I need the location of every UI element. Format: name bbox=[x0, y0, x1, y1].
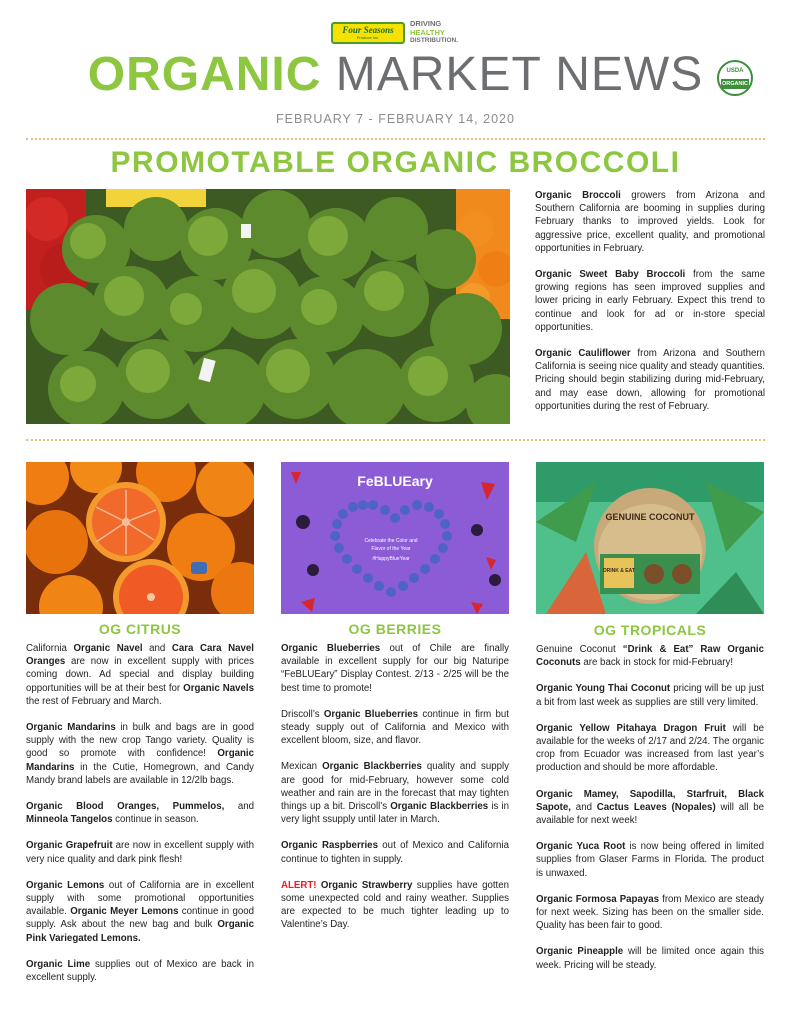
bold-text: Organic Navels bbox=[183, 682, 254, 694]
citrus-paragraph bbox=[26, 839, 254, 865]
text: out of Mexico and California continue to tighten in supply. bbox=[281, 840, 509, 865]
text: continue in good supply. Ask about the new bag and bulk bbox=[26, 906, 254, 931]
broccoli-intro-text bbox=[535, 189, 765, 426]
bold-text: Organic Yellow Pitahaya Dragon Fruit bbox=[536, 722, 726, 734]
citrus-photo bbox=[26, 462, 254, 614]
alert-label: ALERT! bbox=[281, 879, 317, 891]
text: pricing will be up just a bit from last week as supplies are still very limited. bbox=[536, 683, 764, 708]
berries-paragraph bbox=[281, 839, 509, 865]
citrus-paragraph bbox=[26, 642, 254, 708]
text: the rest of February and March. bbox=[26, 695, 162, 707]
citrus-title: OG CITRUS bbox=[98, 621, 182, 637]
tropicals-paragraph bbox=[536, 682, 764, 708]
bold-text: Organic Mandarins bbox=[26, 722, 116, 734]
citrus-paragraph bbox=[26, 800, 254, 826]
bold-text: Cactus Leaves (Nopales) bbox=[596, 801, 716, 813]
text: and bbox=[142, 643, 172, 654]
logo-tagline bbox=[410, 20, 458, 46]
bold-text: Organic Formosa Papayas bbox=[536, 893, 660, 905]
berries-paragraph bbox=[281, 879, 509, 932]
bold-text: Organic Mandarins bbox=[26, 748, 254, 773]
intro-paragraph bbox=[535, 268, 765, 334]
text: supplies out of Mexico are back in excellent supply. bbox=[26, 958, 254, 984]
intro-text: from Arizona and Southern California is seeing nice quality and steady quantities. Pricing should begin stabilizing during mid-February, and may ease down, allowing for promotional opportunities during the rest of February. bbox=[535, 348, 765, 412]
bold-text: Organic Blueberries bbox=[281, 643, 381, 654]
text: will be limited once again this week. Pricing will be steady. bbox=[536, 946, 764, 971]
text: and bbox=[571, 801, 597, 813]
masthead-market-news: MARKET NEWS bbox=[335, 48, 704, 101]
text: will all be available for next week! bbox=[536, 801, 764, 827]
bold-text: “Drink & Eat” Raw Organic Coconuts bbox=[536, 644, 764, 669]
bold-text: Organic Yuca Root bbox=[536, 841, 626, 853]
text: is in very light ssupply until later in March. bbox=[281, 801, 509, 826]
text: are now in excellent supply with prices coming down. Ad special and display building opportunities will be at their best for bbox=[26, 656, 254, 694]
text: are now in excellent supply with very nice quality and dark pink flesh! bbox=[26, 840, 254, 865]
text: from Mexico are steady for next week. Sizing has been on the smaller side. Quality has been fair to good. bbox=[536, 893, 764, 932]
tropicals-paragraph bbox=[536, 643, 764, 669]
coconut-label: DRINK & EAT bbox=[603, 568, 635, 574]
intro-bold: Organic Cauliflower bbox=[535, 348, 631, 360]
text: in the Cutie, Homegrown, and Candy Mandy brand labels are available in 12/2lb bags. bbox=[26, 761, 254, 786]
bold-text: Organic Blood Oranges, Pummelos, bbox=[26, 801, 225, 813]
berries-photo bbox=[281, 462, 509, 614]
bold-text: Organic Navel bbox=[73, 643, 143, 654]
text: out of California are in excellent supply with some promotional opportunities available. bbox=[26, 879, 254, 918]
text: will be available for the weeks of 2/17 and 2/24. The organic crop from Ecuador was increased from last year’s production and should be more affordable. bbox=[536, 722, 764, 774]
bold-text: Minneola Tangelos bbox=[26, 814, 113, 826]
bold-text: Cara Cara Navel Oranges bbox=[26, 643, 254, 668]
tropicals-paragraph bbox=[536, 945, 764, 971]
feature-headline: PROMOTABLE ORGANIC BROCCOLI bbox=[110, 146, 681, 179]
bold-text: Organic Young Thai Coconut bbox=[536, 683, 671, 695]
text: out of Chile are finally available in excellent supply for our big Naturipe “FeBLUEary” Display Contest. 2/13 - 2/25 will be the best time to promote! bbox=[281, 643, 509, 694]
intro-paragraph bbox=[535, 189, 765, 255]
text: supplies have gotten some unexpected cold and rainy weather. Supplies are expected to be much tighter leading up to Valentine’s Day. bbox=[281, 879, 509, 931]
bold-text: Organic Pink Variegated Lemons. bbox=[26, 919, 254, 944]
citrus-paragraph bbox=[26, 958, 254, 984]
bold-text: Organic Meyer Lemons bbox=[70, 906, 179, 918]
bold-text: Organic Raspberries bbox=[281, 840, 378, 852]
tropicals-paragraph bbox=[536, 788, 764, 828]
citrus-paragraph bbox=[26, 879, 254, 945]
text: Genuine Coconut bbox=[536, 644, 623, 655]
text: California bbox=[26, 643, 74, 654]
tropicals-paragraph bbox=[536, 722, 764, 775]
berries-column bbox=[281, 642, 509, 945]
berries-paragraph bbox=[281, 642, 509, 695]
tagline-driving: DRIVING bbox=[410, 19, 442, 28]
usda-organic-seal bbox=[717, 60, 753, 96]
company-logo bbox=[331, 20, 459, 48]
bold-text: Organic Blackberries bbox=[322, 761, 422, 773]
usda-seal-top-text: USDA bbox=[726, 68, 744, 74]
bold-text: Organic Blueberries bbox=[323, 708, 419, 720]
issue-date: FEBRUARY 7 - FEBRUARY 14, 2020 bbox=[276, 112, 515, 126]
text: continue in season. bbox=[112, 814, 199, 826]
text: Mexican bbox=[281, 761, 323, 773]
masthead-organic: ORGANIC bbox=[87, 48, 322, 101]
tagline-distribution: DISTRIBUTION. bbox=[410, 37, 459, 44]
coconut-brand: GENUINE COCONUT bbox=[605, 512, 695, 522]
citrus-column bbox=[26, 642, 254, 997]
tropicals-paragraph bbox=[536, 893, 764, 933]
four-seasons-badge bbox=[331, 22, 405, 44]
febluary-title: FeBLUEary bbox=[357, 473, 433, 489]
logo-subtext: Produce Inc. bbox=[356, 35, 380, 40]
intro-bold: Organic Sweet Baby Broccoli bbox=[535, 269, 686, 281]
bold-text: Organic Grapefruit bbox=[26, 840, 113, 852]
bold-text: Organic Lime bbox=[26, 958, 91, 970]
logo-text: Four Seasons bbox=[342, 25, 394, 35]
coconut-photo bbox=[536, 462, 764, 614]
broccoli-photo bbox=[26, 189, 510, 424]
text: are back in stock for mid-February! bbox=[580, 657, 734, 669]
masthead-title bbox=[0, 48, 791, 102]
bold-text: Organic Pineapple bbox=[536, 946, 624, 958]
text: and bbox=[224, 801, 254, 813]
bold-text: Organic Strawberry bbox=[316, 879, 413, 891]
berries-title: OG BERRIES bbox=[348, 621, 442, 637]
febluary-caption-1: Celebrate the Color and bbox=[364, 538, 418, 544]
text: is now being offered in limited supplies from Glaser Farms in Florida. The product is unwaxed. bbox=[536, 841, 765, 879]
intro-text: growers from Arizona and Southern California are booming in supplies during February thanks to improved yields. Look for aggressive price, excellent quality, and promotional opportunities in February. bbox=[535, 190, 766, 254]
text: quality and supply are good for mid-February, however some cold weather and rain are in the forecast that may tighten things up a bit. Driscoll’s bbox=[281, 761, 509, 813]
intro-paragraph bbox=[535, 347, 765, 413]
tagline-healthy: HEALTHY bbox=[410, 27, 445, 37]
berries-paragraph bbox=[281, 760, 509, 826]
febluary-caption-2: Flavor of the Year bbox=[371, 546, 411, 552]
dotted-divider-middle bbox=[26, 439, 765, 441]
bold-text: Organic Mamey, Sapodilla, Starfruit, Black Sapote, bbox=[536, 788, 764, 813]
tropicals-column bbox=[536, 643, 764, 985]
tropicals-title: OG TROPICALS bbox=[593, 622, 707, 638]
usda-seal-bottom-text: ORGANIC bbox=[722, 81, 748, 87]
bold-text: Organic Lemons bbox=[26, 879, 105, 891]
bold-text: Organic Blackberries bbox=[390, 801, 489, 813]
berries-paragraph bbox=[281, 708, 509, 748]
intro-text: from the same growing regions has seen improved supplies and lower pricing in early February. Expect this trend to continue and look for ad or in-store special opportunities. bbox=[535, 269, 765, 333]
citrus-paragraph bbox=[26, 721, 254, 787]
text: continue in firm but steady supply out of California and Mexico with excellent bloom, size, and flavor. bbox=[281, 708, 509, 747]
febluary-hashtag: #HappyBlueYear bbox=[372, 556, 410, 562]
intro-bold: Organic Broccoli bbox=[535, 190, 621, 201]
dotted-divider-top bbox=[26, 138, 765, 140]
text: Driscoll’s bbox=[281, 708, 324, 720]
text: in bulk and bags are in good supply with the new crop Tango variety. Quality is good so promote with confidence! bbox=[26, 722, 254, 760]
tropicals-paragraph bbox=[536, 840, 764, 880]
